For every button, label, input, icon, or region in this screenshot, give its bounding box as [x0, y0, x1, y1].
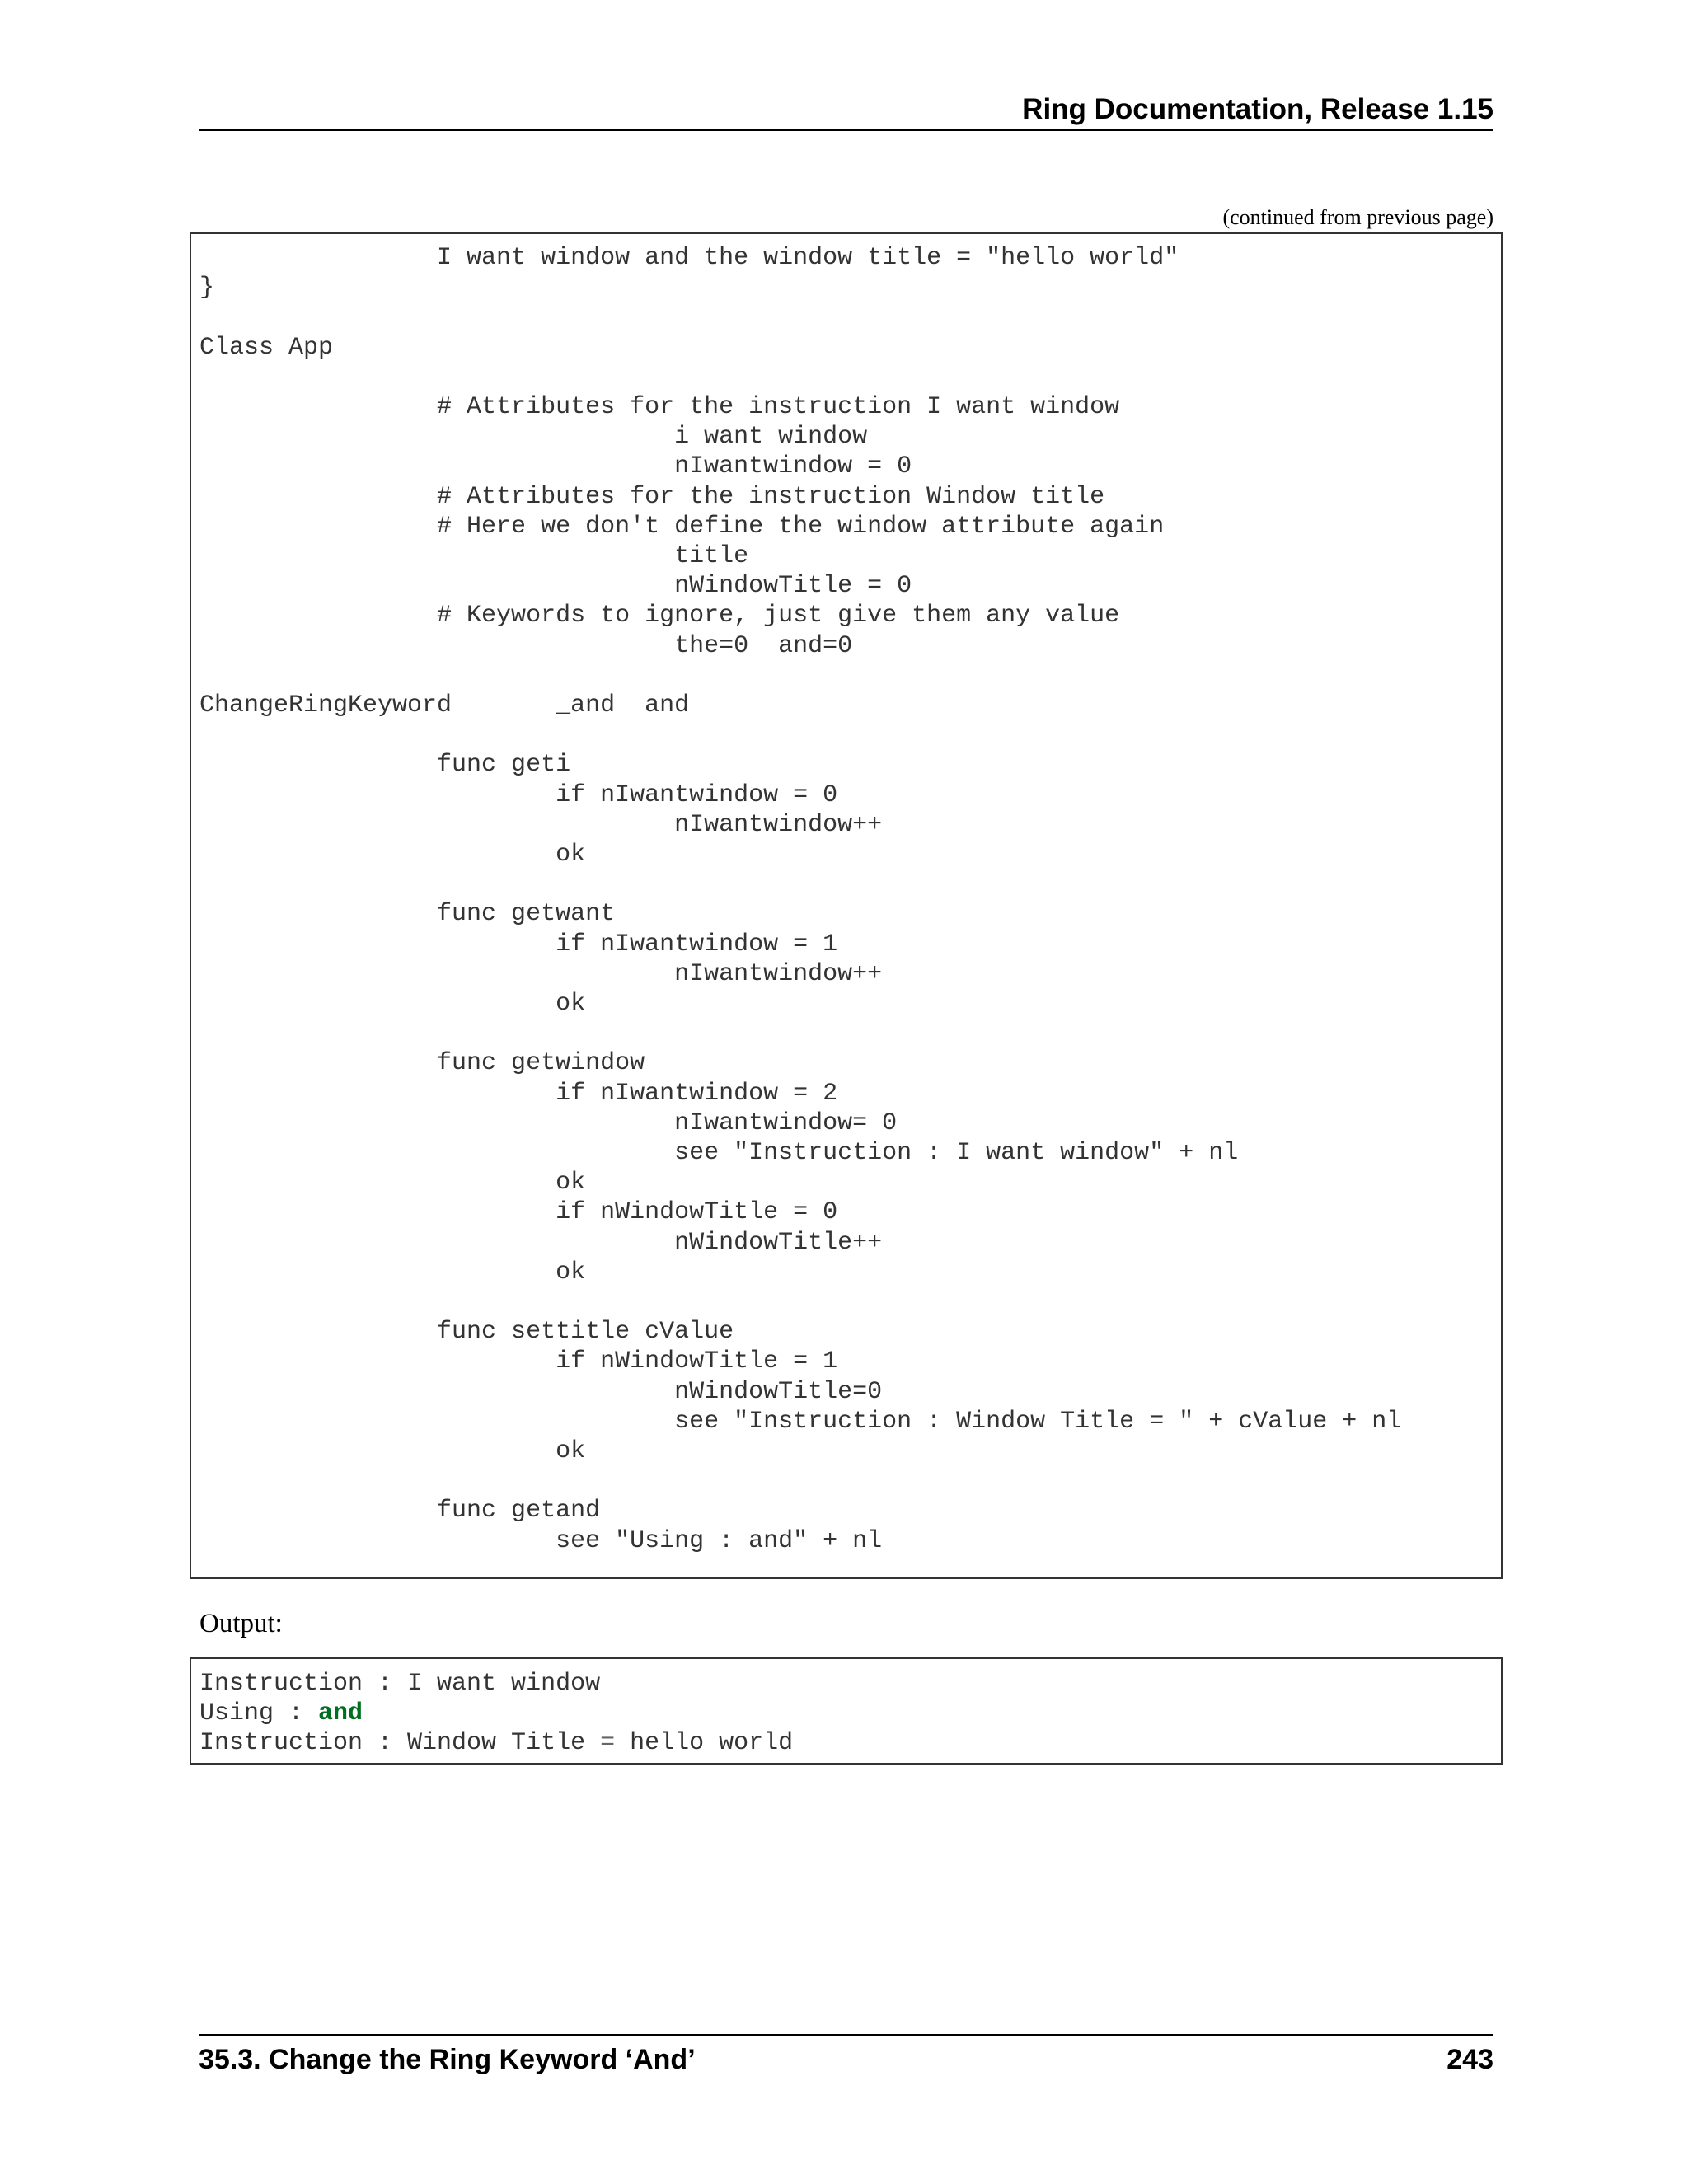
output-label: Output: — [199, 1609, 283, 1638]
header-divider — [199, 129, 1493, 131]
code-line: nWindowTitle++ — [199, 1228, 883, 1257]
code-line: see "Using : and" + nl — [199, 1526, 883, 1555]
code-line: func getwindow — [199, 1049, 645, 1078]
page-header-title: Ring Documentation, Release 1.15 — [1022, 93, 1493, 125]
code-line: the=0 and=0 — [199, 631, 853, 660]
output-text: Instruction : Window Title — [199, 1729, 601, 1757]
code-line: ChangeRingKeyword _and and — [199, 691, 690, 719]
output-text: Using : — [199, 1699, 319, 1727]
code-line: ok — [199, 841, 586, 869]
code-line: nWindowTitle=0 — [199, 1377, 883, 1406]
code-line: i want window — [199, 423, 868, 452]
output-line — [199, 1728, 793, 1758]
output-line — [199, 1669, 600, 1699]
code-line: Class App — [199, 333, 334, 362]
code-line: ok — [199, 1258, 586, 1286]
continued-note: (continued from previous page) — [1222, 205, 1493, 229]
code-line: see "Instruction : Window Title = " + cValue + nl — [199, 1407, 1402, 1436]
code-line: title — [199, 542, 749, 570]
code-line: nIwantwindow++ — [199, 959, 883, 988]
output-keyword: and — [318, 1699, 363, 1727]
footer-page-number: 243 — [1447, 2044, 1493, 2075]
code-line: # Keywords to ignore, just give them any value — [199, 602, 1120, 630]
code-line: nWindowTitle = 0 — [199, 572, 912, 601]
code-line: if nWindowTitle = 0 — [199, 1198, 838, 1227]
code-line: ok — [199, 990, 586, 1018]
code-line: ok — [199, 1169, 586, 1197]
code-line: see "Instruction : I want window" + nl — [199, 1139, 1239, 1167]
code-line: func getwant — [199, 900, 616, 929]
output-text: hello world — [615, 1729, 794, 1757]
footer-section-title: 35.3. Change the Ring Keyword ‘And’ — [199, 2044, 696, 2075]
code-line: nIwantwindow = 0 — [199, 452, 912, 481]
code-line: } — [199, 274, 215, 302]
output-line — [199, 1699, 363, 1728]
code-line: func settitle cValue — [199, 1318, 734, 1347]
footer-divider — [199, 2034, 1493, 2036]
code-line: # Here we don't define the window attribute again — [199, 512, 1165, 541]
output-operator: = — [600, 1729, 616, 1757]
code-line: if nIwantwindow = 1 — [199, 930, 838, 958]
code-line: func geti — [199, 751, 571, 780]
code-line: # Attributes for the instruction Window title — [199, 482, 1105, 511]
output-block — [190, 1657, 1503, 1765]
code-line: I want window and the window title = "hello world" — [199, 244, 1179, 272]
output-text: Instruction : I want window — [199, 1670, 601, 1698]
code-line: nIwantwindow++ — [199, 810, 883, 839]
code-block — [190, 232, 1503, 1579]
code-line: if nIwantwindow = 0 — [199, 780, 838, 809]
code-line: func getand — [199, 1497, 601, 1526]
code-line: if nIwantwindow = 2 — [199, 1079, 838, 1108]
code-line: ok — [199, 1437, 586, 1465]
code-line: # Attributes for the instruction I want window — [199, 393, 1120, 421]
code-line: nIwantwindow= 0 — [199, 1108, 898, 1137]
code-line: if nWindowTitle = 1 — [199, 1347, 838, 1376]
